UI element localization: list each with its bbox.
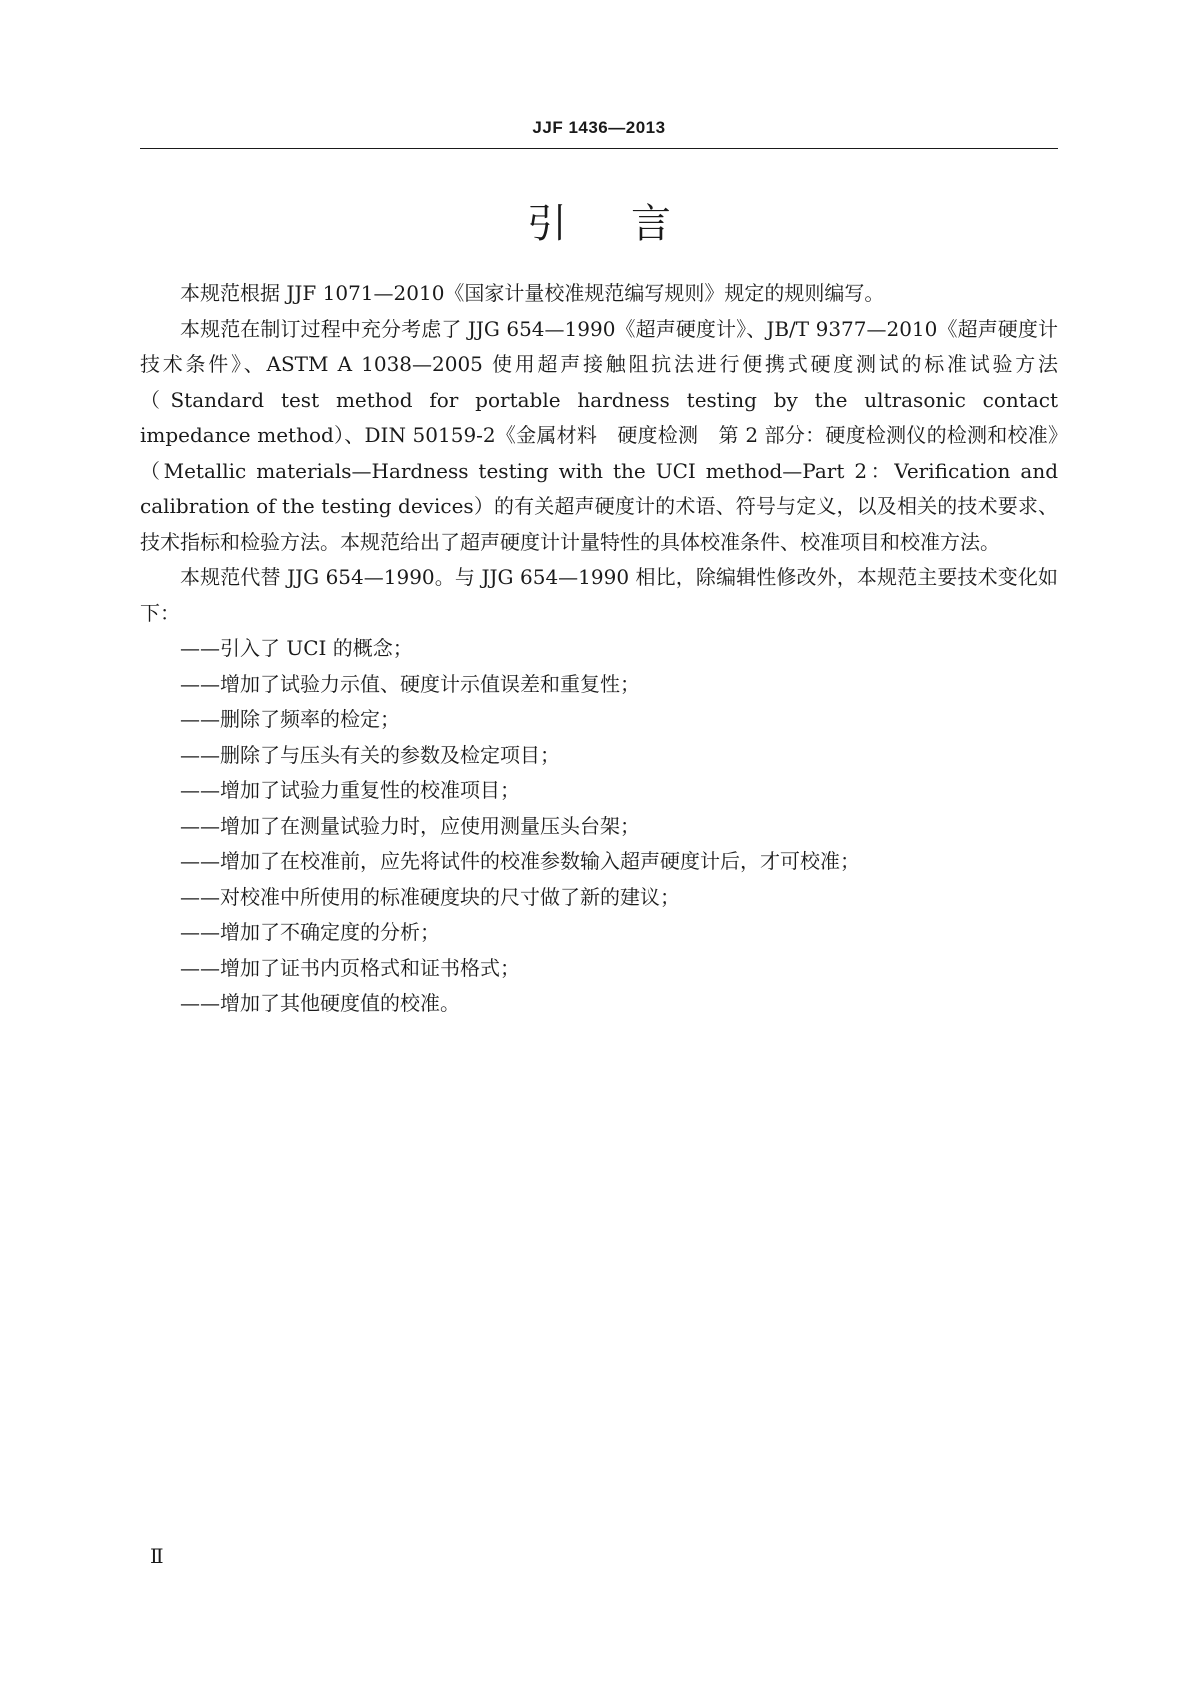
list-item: ——增加了在校准前，应先将试件的校准参数输入超声硬度计后，才可校准； (180, 849, 860, 873)
paragraph-basis: 本规范根据 JJF 1071—2010《国家计量校准规范编写规则》规定的规则编写。 (180, 281, 885, 305)
list-item: ——删除了频率的检定； (180, 707, 400, 731)
list-item: ——对校准中所使用的标准硬度块的尺寸做了新的建议； (180, 884, 680, 909)
change-list (140, 631, 1058, 1022)
header-divider (140, 148, 1058, 149)
list-item: ——增加了试验力示值、硬度计示值误差和重复性； (180, 671, 640, 696)
list-item: ——增加了其他硬度值的校准。 (180, 991, 460, 1015)
list-item: ——删除了与压头有关的参数及检定项目； (180, 742, 560, 767)
list-item: ——增加了证书内页格式和证书格式； (180, 955, 520, 980)
list-item: ——增加了不确定度的分析； (180, 920, 440, 944)
paragraph-replacement: 本规范代替 JJG 654—1990。与 JJG 654—1990 相比，除编辑性修改外，本规范主要技术变化如下： (140, 565, 1058, 625)
paragraph-references: 本规范在制订过程中充分考虑了 JJG 654—1990《超声硬度计》、JB/T 9377—2010《超声硬度计 技术条件》、ASTM A 1038—2005 使用超声接触阻抗法进行便携式硬度测试的标准试验方法（Standard test method for portable hardness testing by the ultrasonic contact impedance method）、DIN 50159-2《金属材料 硬度检测 第 2 部分：硬度检测仪的检测和校准》（Metallic materials—Hardness testing with the UCI method—Part 2：Verification and calibration of the testing devices）的有关超声硬度计的术语、符号与定义，以及相关的技术要求、技术指标和检验方法。本规范给出了超声硬度计计量特性的具体校准条件、校准项目和校准方法。 (140, 316, 1078, 554)
section-title: 引言 (527, 201, 735, 247)
list-item: ——增加了在测量试验力时，应使用测量压头台架； (180, 813, 640, 838)
body-text (140, 276, 1078, 1022)
page-number: Ⅱ (150, 1546, 164, 1568)
list-item: ——引入了 UCI 的概念； (180, 636, 413, 660)
list-item: ——增加了试验力重复性的校准项目； (180, 778, 520, 802)
document-code-header: JJF 1436—2013 (532, 118, 666, 137)
